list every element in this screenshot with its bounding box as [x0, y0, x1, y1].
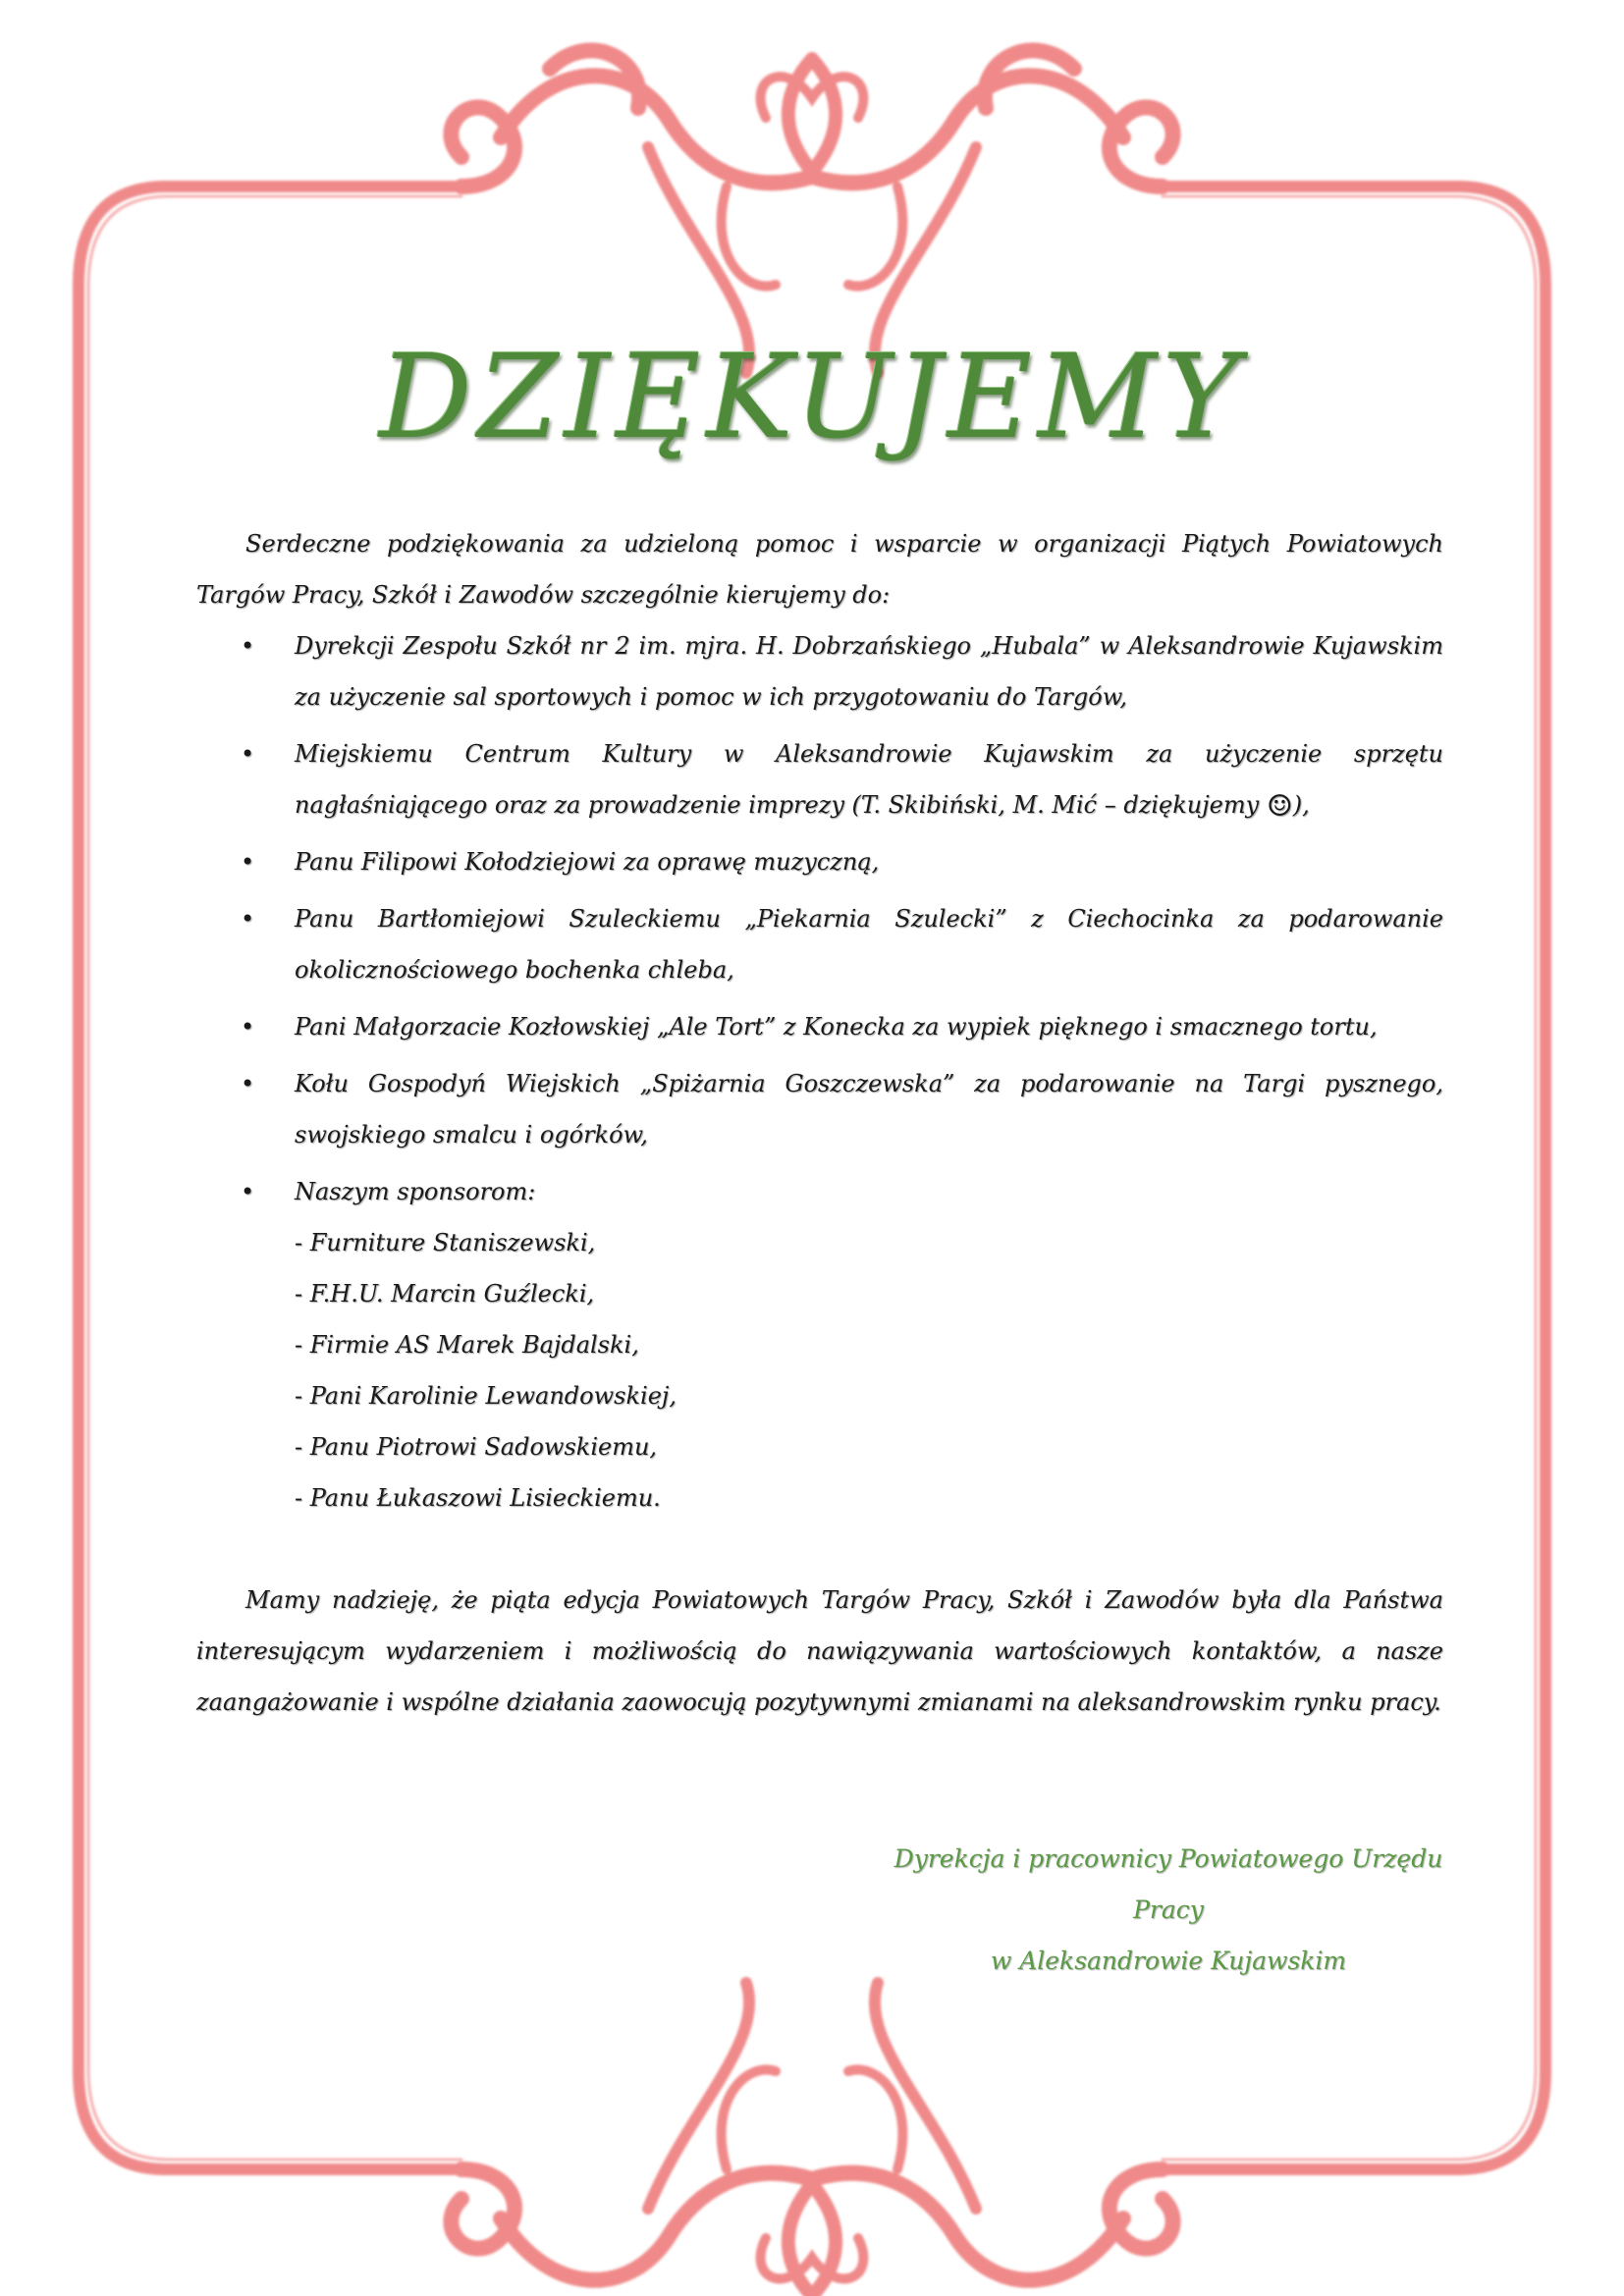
sponsors-label: Naszym sponsorom:	[295, 1178, 536, 1205]
bullet-icon: •	[241, 905, 255, 933]
bullet-icon: •	[241, 848, 255, 876]
list-item: • Kołu Gospodyń Wiejskich „Spiżarnia Goszczewska” za podarowanie na Targi pysznego, swojskiego smalcu i ogórków,	[295, 1058, 1443, 1160]
list-item: • Pani Małgorzacie Kozłowskiej „Ale Tort” z Konecka za wypiek pięknego i smacznego tortu,	[295, 1001, 1443, 1052]
bullet-icon: •	[241, 740, 255, 768]
bullet-icon: •	[241, 1070, 255, 1097]
intro-paragraph: Serdeczne podziękowania za udzieloną pomoc i wsparcie w organizacji Piątych Powiatowych Targów Pracy, Szkół i Zawodów szczególnie kierujemy do:	[196, 530, 1443, 609]
bullet-icon: •	[241, 1178, 255, 1205]
list-item: • Panu Filipowi Kołodziejowi za oprawę muzyczną,	[295, 836, 1443, 887]
bullet-icon: •	[241, 632, 255, 660]
thanks-list	[196, 620, 1443, 1523]
sponsors-item	[241, 1166, 1443, 1523]
list-item: • Dyrekcji Zespołu Szkół nr 2 im. mjra. H. Dobrzańskiego „Hubala” w Aleksandrowie Kujawskim za użyczenie sal sportowych i pomoc w ich przygotowaniu do Targów,	[295, 620, 1443, 722]
document-body	[196, 518, 1443, 1728]
bullet-icon: •	[241, 1013, 255, 1041]
list-item: • Miejskiemu Centrum Kultury w Aleksandrowie Kujawskim za użyczenie sprzętu nagłaśniającego oraz za prowadzenie imprezy (T. Skibiński, M. Mić – dziękujemy ☺),	[295, 728, 1443, 830]
signature-line-1: Dyrekcja i pracownicy Powiatowego Urzędu Pracy	[893, 1844, 1443, 1924]
smiley-icon: ☺	[1266, 789, 1293, 824]
sponsor-line: - F.H.U. Marcin Guźlecki,	[295, 1280, 595, 1308]
list-item: • Panu Bartłomiejowi Szuleckiemu „Piekarnia Szulecki” z Ciechocinka za podarowanie okolicznościowego bochenka chleba,	[295, 893, 1443, 995]
signature	[864, 1834, 1473, 1987]
bottom-ornament	[451, 1983, 1172, 2296]
top-ornament	[451, 50, 1172, 373]
page-title: DZIĘKUJEMY	[379, 329, 1245, 464]
sponsor-line: - Furniture Staniszewski,	[295, 1229, 596, 1256]
closing-paragraph: Mamy nadzieję, że piąta edycja Powiatowych Targów Pracy, Szkół i Zawodów była dla Państwa interesującym wydarzeniem i możliwością do nawiązywania wartościowych kontaktów, a nasze zaangażowanie i wspólne działania zaowocują pozytywnymi zmianami na aleksandrowskim rynku pracy.	[196, 1586, 1443, 1716]
sponsor-line: - Panu Piotrowi Sadowskiemu,	[295, 1433, 658, 1461]
sponsor-line: - Panu Łukaszowi Lisieckiemu.	[295, 1484, 661, 1512]
signature-line-2: w Aleksandrowie Kujawskim	[990, 1947, 1347, 1975]
sponsor-line: - Pani Karolinie Lewandowskiej,	[295, 1382, 677, 1410]
sponsor-line: - Firmie AS Marek Bajdalski,	[295, 1331, 639, 1359]
